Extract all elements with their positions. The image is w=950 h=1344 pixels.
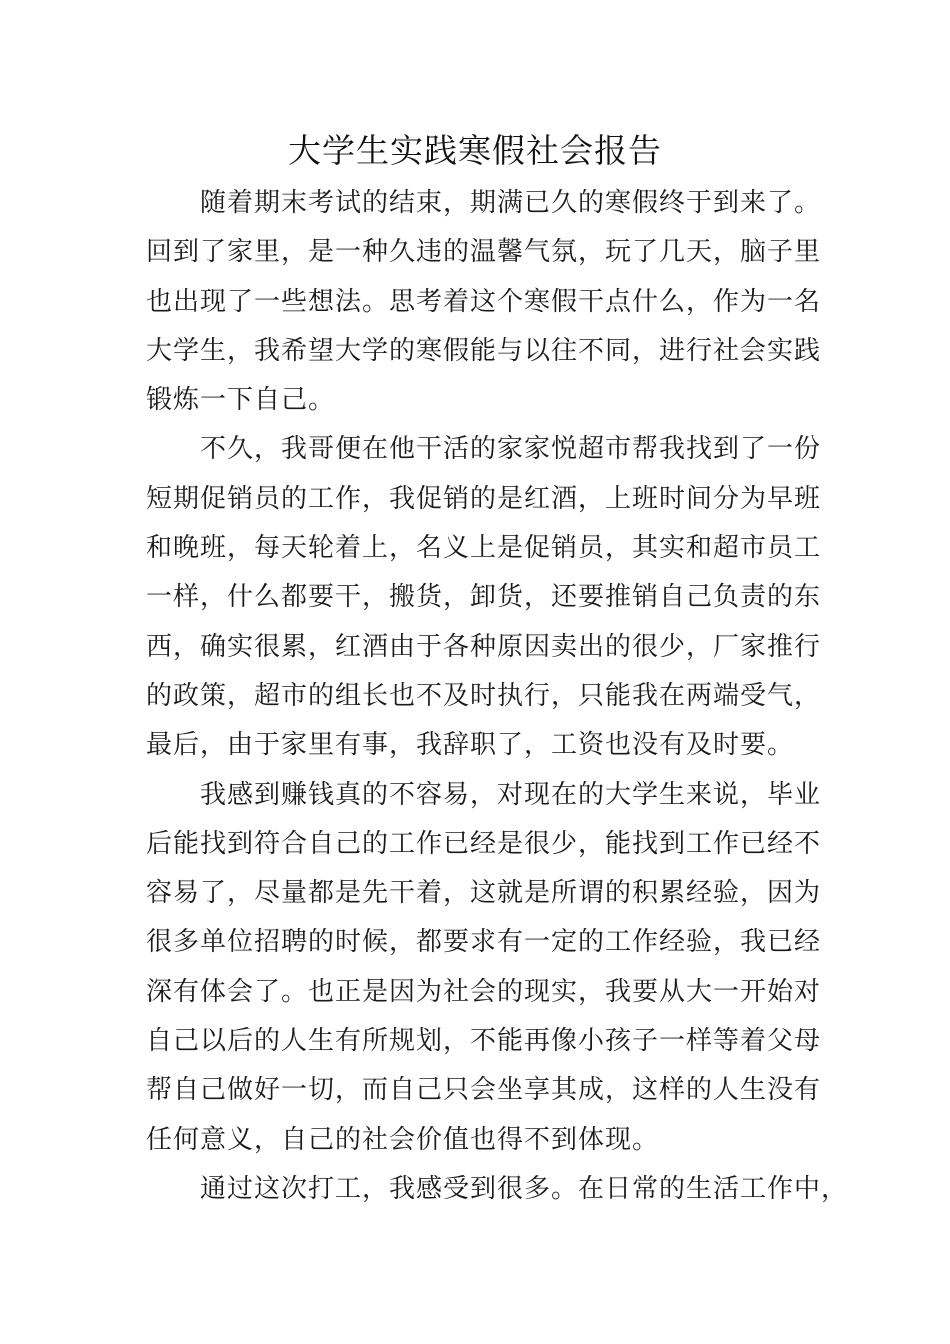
text-line: 锻炼一下自己。 — [146, 385, 336, 416]
text-line: 短期促销员的工作，我促销的是红酒，上班时间分为早班 — [146, 483, 822, 514]
text-line: 不久，我哥便在他干活的家家悦超市帮我找到了一份 — [200, 434, 822, 465]
paragraph-4 — [146, 1165, 849, 1214]
text-line: 容易了，尽量都是先干着，这就是所谓的积累经验，因为 — [146, 878, 822, 909]
text-line: 随着期末考试的结束，期满已久的寒假终于到来了。 — [200, 188, 822, 218]
document-body — [146, 179, 849, 1214]
text-line: 我感到赚钱真的不容易，对现在的大学生来说，毕业 — [200, 779, 822, 810]
text-line: 和晚班，每天轮着上，名义上是促销员，其实和超市员工 — [146, 533, 822, 564]
document-title: 大学生实践寒假社会报告 — [288, 131, 662, 170]
paragraph-1 — [146, 179, 826, 425]
text-line: 的政策，超市的组长也不及时执行，只能我在两端受气， — [146, 680, 822, 711]
text-line: 很多单位招聘的时候，都要求有一定的工作经验，我已经 — [146, 927, 822, 958]
text-line: 自己以后的人生有所规划，不能再像小孩子一样等着父母 — [146, 1026, 822, 1057]
text-line: 帮自己做好一切，而自己只会坐享其成，这样的人生没有 — [146, 1075, 822, 1106]
paragraph-2 — [146, 425, 826, 770]
text-line: 西，确实很累，红酒由于各种原因卖出的很少，厂家推行 — [146, 631, 822, 662]
text-line: 也出现了一些想法。思考着这个寒假干点什么，作为一名 — [146, 286, 822, 317]
text-line: 通过这次打工，我感受到很多。在日常的生活工作中， — [200, 1173, 849, 1204]
text-line: 回到了家里，是一种久违的温馨气氛，玩了几天，脑子里 — [146, 237, 822, 268]
paragraph-3 — [146, 771, 826, 1165]
text-line: 最后，由于家里有事，我辞职了，工资也没有及时要。 — [146, 730, 795, 761]
text-line: 任何意义，自己的社会价值也得不到体现。 — [146, 1124, 660, 1155]
text-line: 大学生，我希望大学的寒假能与以往不同，进行社会实践 — [146, 335, 822, 366]
text-line: 一样，什么都要干，搬货，卸货，还要推销自己负责的东 — [146, 582, 822, 613]
text-line: 后能找到符合自己的工作已经是很少，能找到工作已经不 — [146, 828, 822, 859]
text-line: 深有体会了。也正是因为社会的现实，我要从大一开始对 — [146, 976, 822, 1007]
